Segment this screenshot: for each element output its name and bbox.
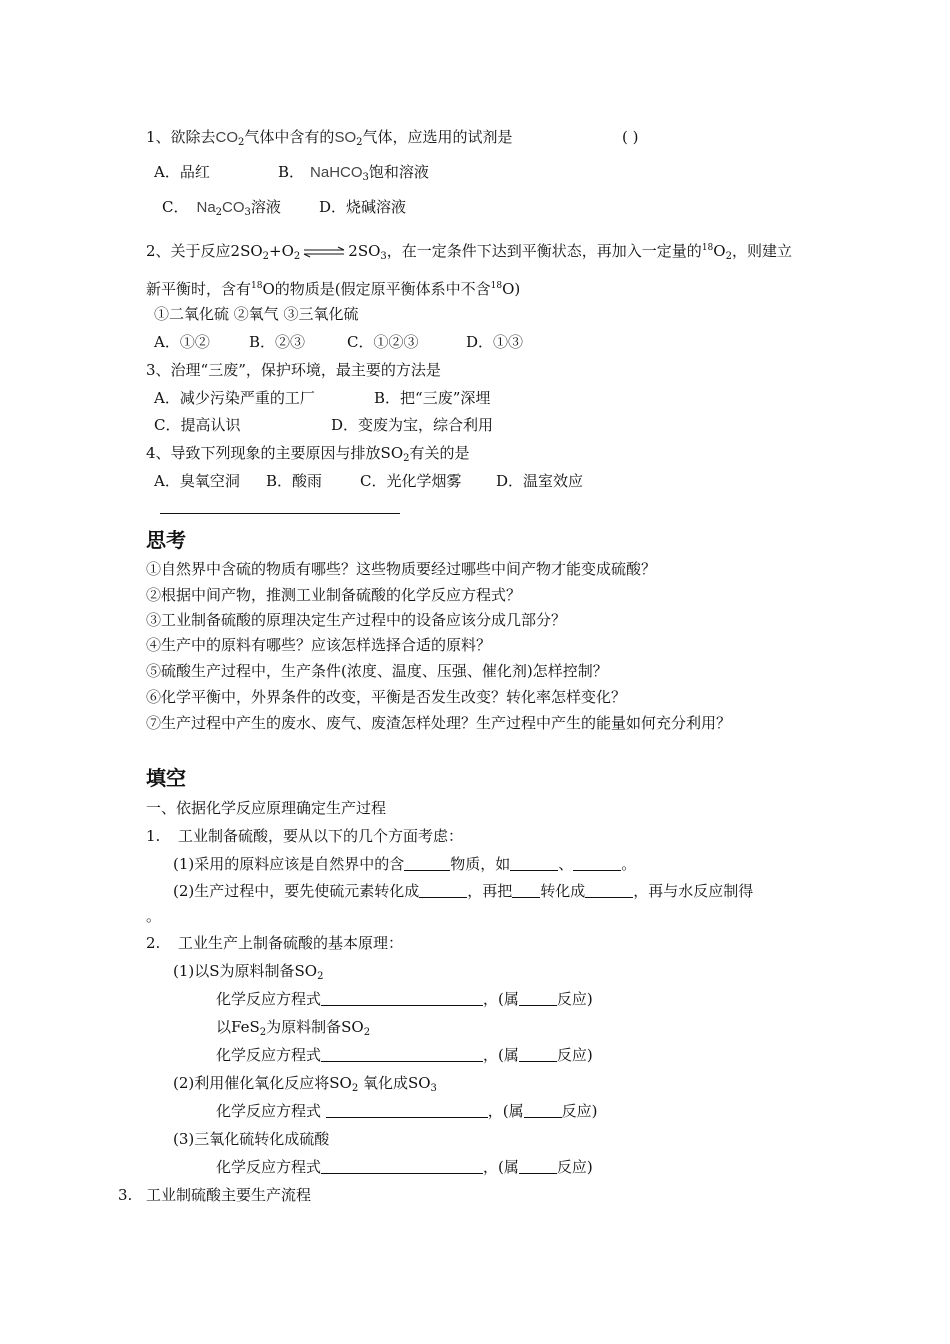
fill-item-1b: (2)生产过程中，要先使硫元素转化成 ，再把 转化成 ，再与水反应制得 (173, 882, 754, 900)
answer-blank[interactable] (321, 1159, 483, 1174)
q1-option-d: D．烧碱溶液 (319, 198, 407, 216)
answer-blank[interactable] (524, 1103, 562, 1118)
answer-blank[interactable] (404, 856, 450, 871)
section-divider (160, 513, 400, 514)
fill-item-3: 工业制硫酸主要生产流程 (146, 1186, 312, 1204)
q2-items: ①二氧化硫 ②氧气 ③三氧化硫 (154, 305, 359, 323)
equation-line: 化学反应方程式 ，(属 反应) (216, 1102, 598, 1120)
q3-option-d: D．变废为宝，综合利用 (331, 416, 494, 434)
q2-stem: 2、关于反应$2SO_2+O_2$ $2SO_3$，在一定条件下达到平衡状态，再加入一定量的$^{18}O_2$，则建立 (146, 242, 792, 262)
q1-option-a: A．品红 (154, 163, 210, 181)
answer-blank[interactable] (321, 991, 483, 1006)
answer-blank[interactable] (321, 1047, 483, 1062)
q1-option-c: C． $Na_2CO_3$溶液 (162, 198, 281, 218)
fill-item-3-number: 3. (118, 1186, 133, 1204)
answer-blank[interactable] (519, 991, 557, 1006)
q1-option-b: B． NaHCO$_3$饱和溶液 (278, 163, 429, 183)
fill-item-2-1b: 以FeS$_2$为原料制备$SO_2$ (216, 1018, 371, 1038)
q1-stem: 1、欲除去$CO_2$气体中含有的$SO_2$气体，应选用的试剂是 (146, 128, 513, 148)
fill-item-2-3: (3)三氧化硫转化成硫酸 (173, 1130, 330, 1148)
think-item: ⑥化学平衡中，外界条件的改变，平衡是否发生改变？转化率怎样变化？ (146, 688, 627, 706)
think-item: ⑤硫酸生产过程中，生产条件(浓度、温度、压强、催化剂)怎样控制？ (146, 662, 608, 680)
q3-option-c: C．提高认识 (154, 416, 241, 434)
fill-item-2: 工业生产上制备硫酸的基本原理： (178, 934, 404, 952)
fill-item-1-number: 1. (146, 827, 161, 845)
think-item: ⑦生产过程中产生的废水、废气、废渣怎样处理？生产过程中产生的能量如何充分利用？ (146, 714, 732, 732)
fill-item-2-2: (2)利用催化氧化反应将$SO_2$ 氧化成$SO_3$ (173, 1074, 437, 1094)
answer-blank[interactable] (510, 856, 558, 871)
q3-option-a: A．减少污染严重的工厂 (154, 389, 315, 407)
answer-blank[interactable] (419, 883, 467, 898)
equation-line: 化学反应方程式 ，(属 反应) (216, 1046, 593, 1064)
fill-section-1: 一、依据化学反应原理确定生产过程 (146, 799, 387, 817)
q4-option-b: B．酸雨 (266, 472, 323, 490)
fill-item-2-number: 2. (146, 934, 161, 952)
think-item: ③工业制备硫酸的原理决定生产过程中的设备应该分成几部分？ (146, 611, 567, 629)
q4-stem: 4、导致下列现象的主要原因与排放$SO_2$有关的是 (146, 444, 470, 464)
think-item: ①自然界中含硫的物质有哪些？这些物质要经过哪些中间产物才能变成硫酸？ (146, 560, 657, 578)
fill-item-1a: (1)采用的原料应该是自然界中的含 物质，如 、 。 (173, 855, 637, 873)
q3-option-b: B．把“三废”深埋 (374, 389, 491, 407)
fill-item-2-1: (1)以S为原料制备$SO_2$ (173, 962, 324, 982)
q2-stem-line2: 新平衡时，含有$^{18}$O的物质是(假定原平衡体系中不含$^{18}$O) (146, 280, 521, 298)
answer-blank[interactable] (573, 856, 621, 871)
fill-item-1b-tail: 。 (146, 907, 162, 925)
fill-item-1: 工业制备硫酸，要从以下的几个方面考虑： (178, 827, 464, 845)
q2-option-c: C．①②③ (347, 333, 419, 351)
answer-blank[interactable] (326, 1103, 488, 1118)
fill-heading: 填空 (146, 766, 186, 790)
equation-line: 化学反应方程式 ，(属 反应) (216, 1158, 593, 1176)
equation-line: 化学反应方程式 ，(属 反应) (216, 990, 593, 1008)
think-item: ④生产中的原料有哪些？应该怎样选择合适的原料？ (146, 636, 492, 654)
q2-option-b: B．②③ (249, 333, 306, 351)
q2-option-a: A．①② (154, 333, 210, 351)
q4-option-a: A．臭氧空洞 (154, 472, 240, 490)
think-item: ②根据中间产物，推测工业制备硫酸的化学反应方程式？ (146, 586, 522, 604)
answer-blank[interactable] (519, 1047, 557, 1062)
q3-stem: 3、治理“三废”，保护环境，最主要的方法是 (146, 361, 441, 379)
q4-option-d: D．温室效应 (496, 472, 584, 490)
think-heading: 思考 (146, 528, 186, 552)
answer-blank[interactable] (512, 883, 540, 898)
answer-blank[interactable] (519, 1159, 557, 1174)
answer-blank[interactable] (585, 883, 633, 898)
q2-option-d: D．①③ (466, 333, 524, 351)
q1-answer-paren: ( ) (622, 128, 639, 146)
q4-option-c: C．光化学烟雾 (360, 472, 462, 490)
equilibrium-arrow-icon (302, 246, 346, 258)
